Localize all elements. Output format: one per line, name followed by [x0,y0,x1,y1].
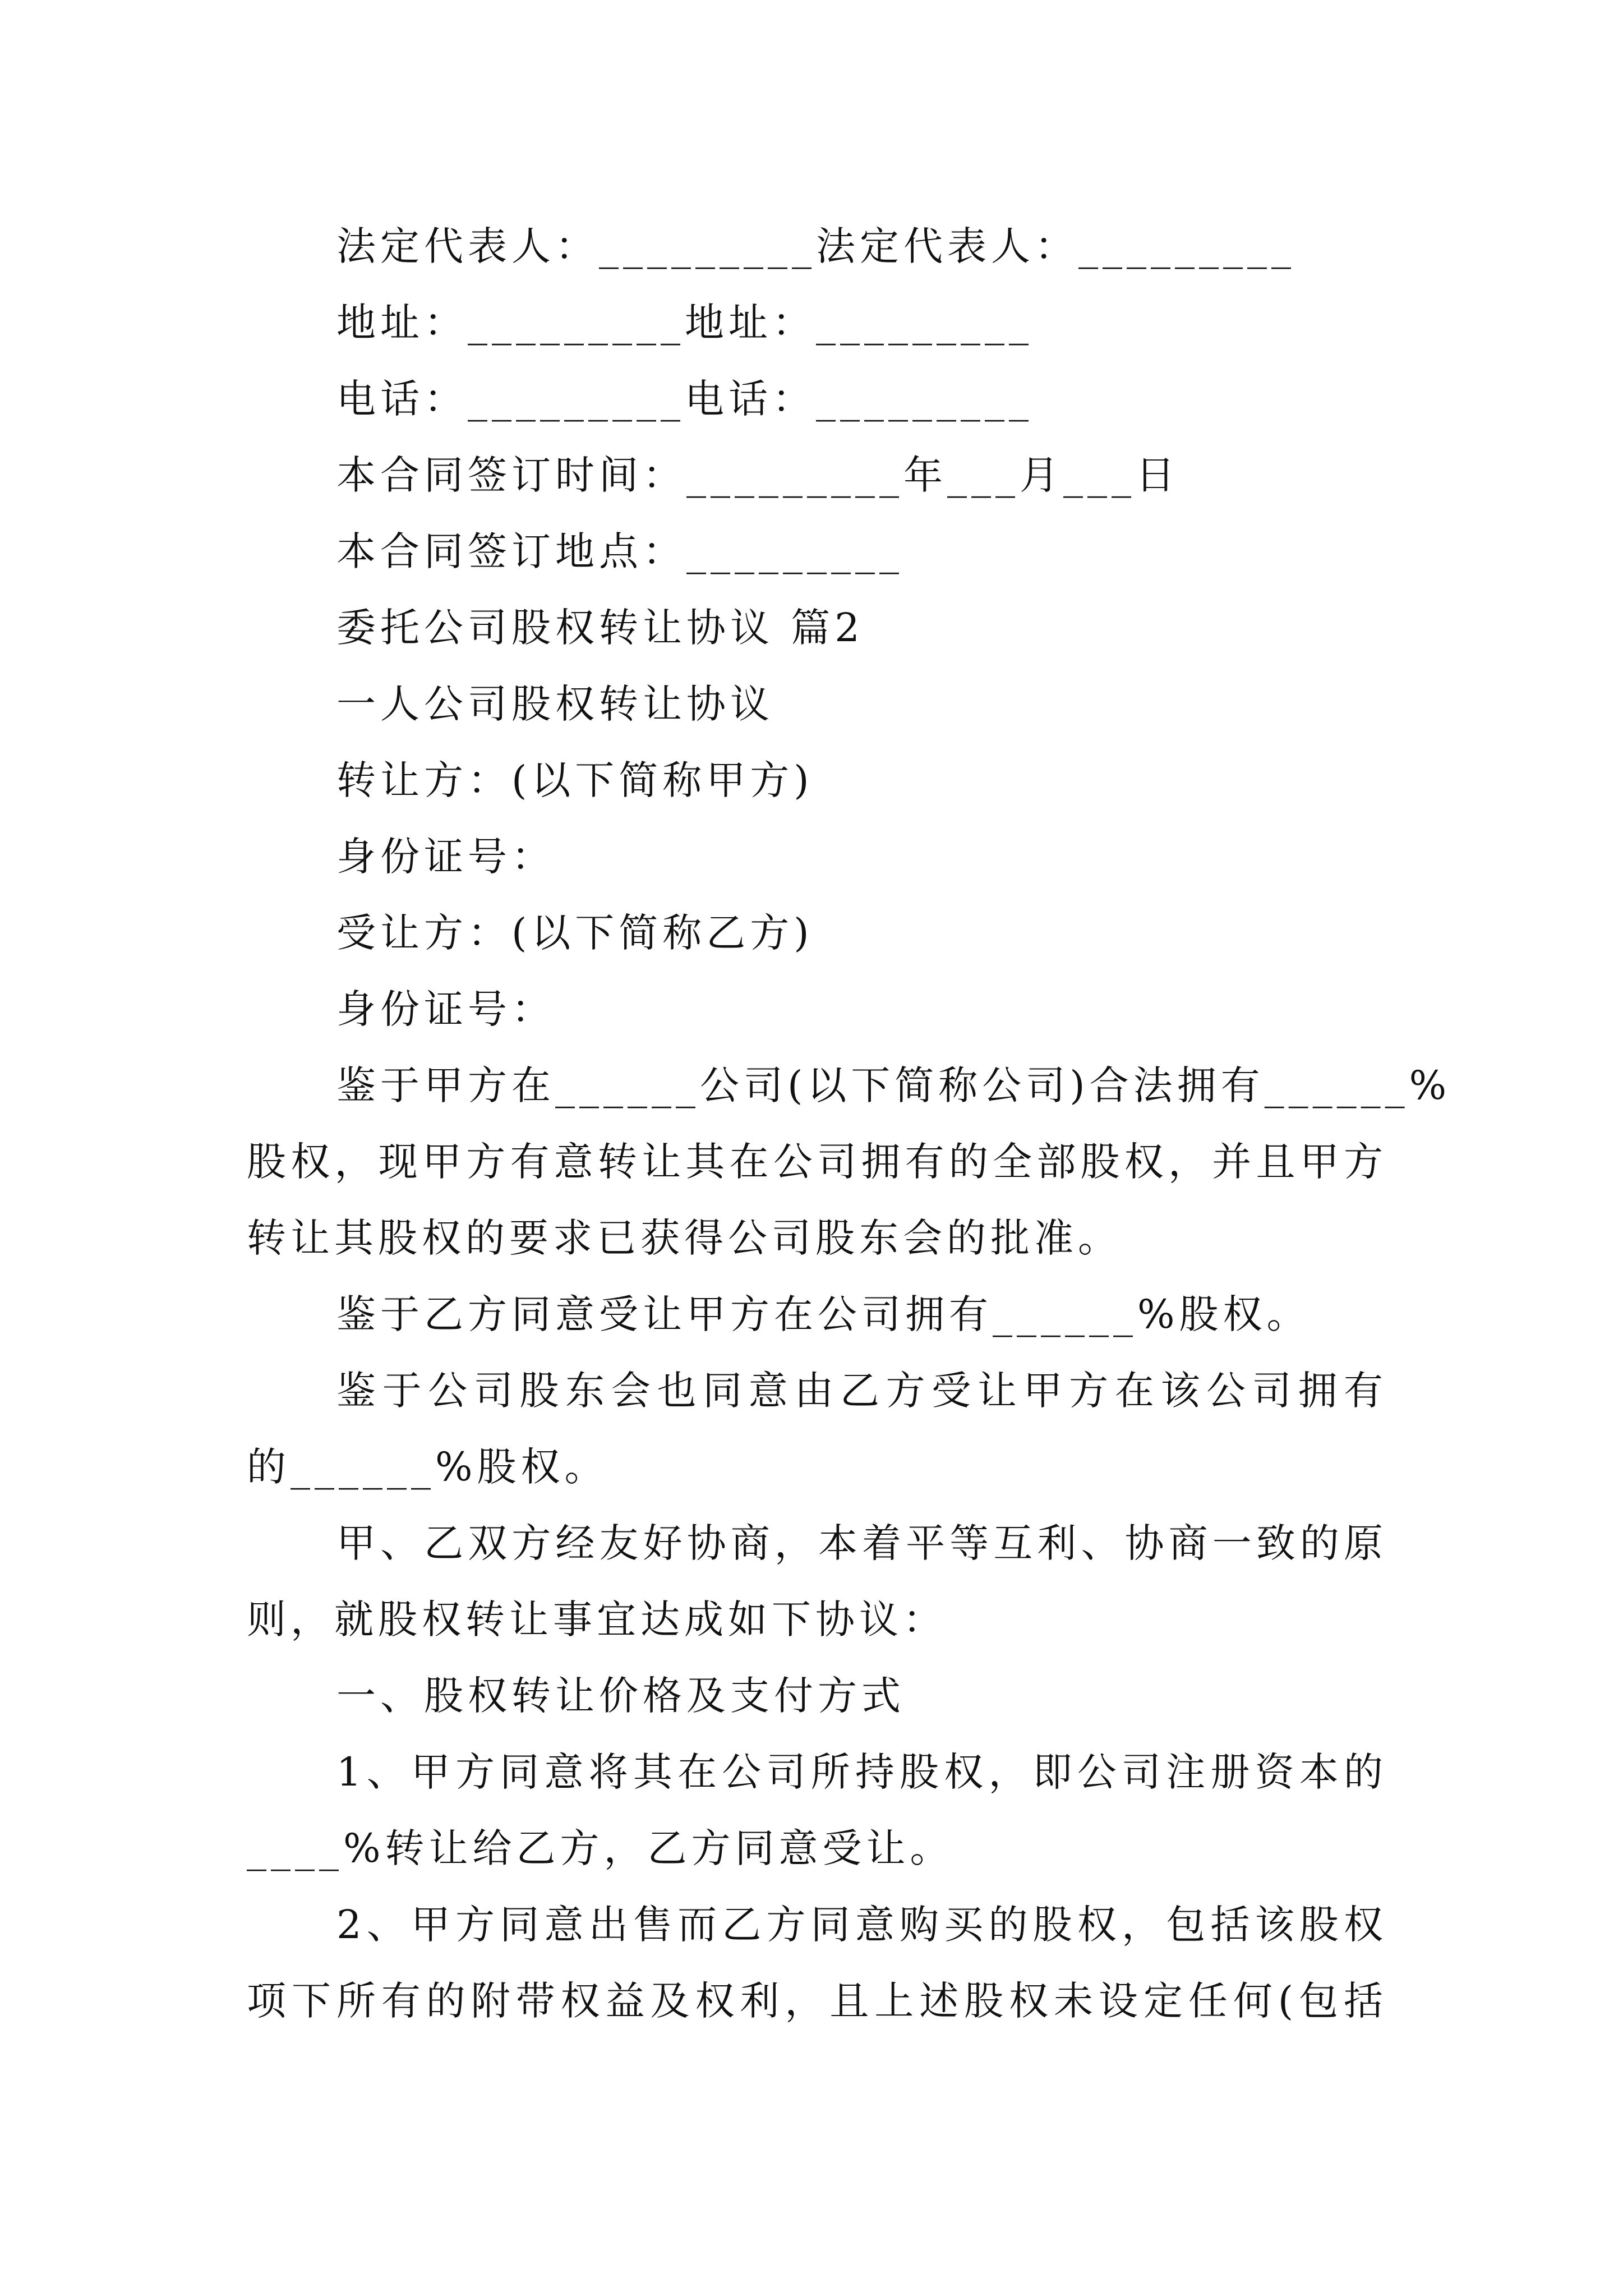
signing-place-line: 本合同签订地点：_________ [336,528,903,574]
signing-date-line: 本合同签订时间：_________年___月___日 [336,452,1179,498]
paragraph-line: ____%转让给乙方，乙方同意受让。 [247,1825,954,1871]
legal-rep-line: 法定代表人：_________法定代表人：_________ [336,223,1295,269]
transferee-line: 受让方：(以下简称乙方) [336,910,814,956]
paragraph-line: 鉴于公司股东会也同意由乙方受让甲方在该公司拥有 [336,1368,1387,1414]
agreement-title: 一人公司股权转让协议 [336,681,774,727]
clause-heading: 一、股权转让价格及支付方式 [336,1673,905,1719]
transferor-line: 转让方：(以下简称甲方) [336,757,814,803]
address-line: 地址：_________地址：_________ [336,300,1033,346]
paragraph-line: 股权，现甲方有意转让其在公司拥有的全部股权，并且甲方 [247,1139,1387,1185]
paragraph-line: 的______%股权。 [247,1444,608,1490]
paragraph-line: 鉴于甲方在______公司(以下简称公司)合法拥有______% [336,1062,1451,1108]
phone-line: 电话：_________电话：_________ [336,376,1033,422]
paragraph-line: 则，就股权转让事宜达成如下协议： [247,1596,947,1642]
paragraph-line: 项下所有的附带权益及权利，且上述股权未设定任何(包括 [247,1978,1387,2024]
paragraph-line: 鉴于乙方同意受让甲方在公司拥有______%股权。 [336,1291,1311,1337]
paragraph-line: 2、甲方同意出售而乙方同意购买的股权，包括该股权 [336,1902,1387,1948]
paragraph-line: 转让其股权的要求已获得公司股东会的批准。 [247,1215,1122,1261]
section-heading: 委托公司股权转让协议 篇2 [336,605,864,651]
transferor-id-line: 身份证号： [336,834,555,880]
transferee-id-line: 身份证号： [336,986,555,1032]
paragraph-line: 甲、乙双方经友好协商，本着平等互利、协商一致的原 [336,1520,1387,1566]
paragraph-line: 1、甲方同意将其在公司所持股权，即公司注册资本的 [336,1749,1387,1795]
